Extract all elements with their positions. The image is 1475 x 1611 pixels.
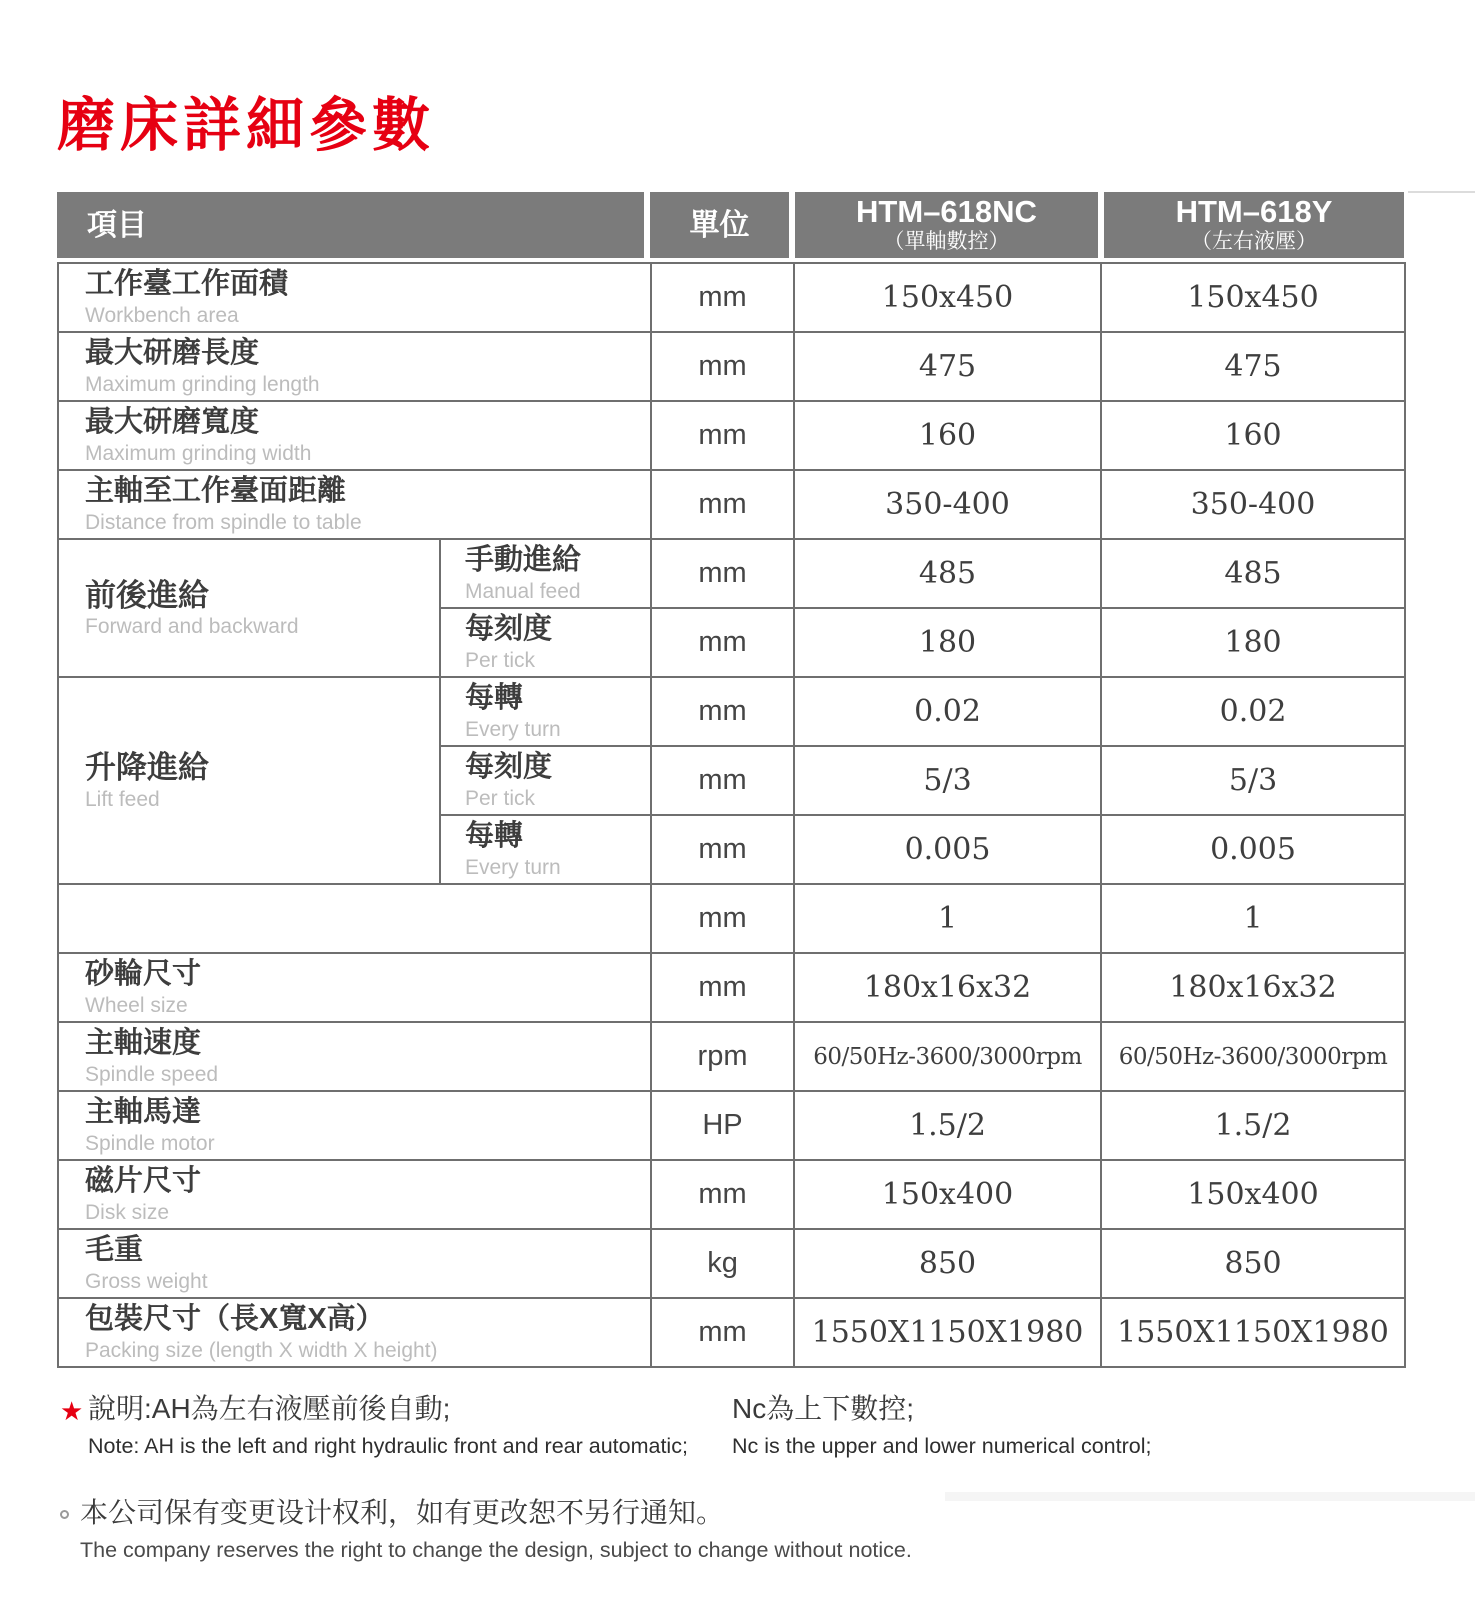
unit-cell: mm xyxy=(651,470,794,539)
row-label-cell xyxy=(58,953,651,1022)
group-label-en: Lift feed xyxy=(85,787,160,811)
sub-label-zh: 每刻度 xyxy=(465,613,553,646)
value-htm618nc: 485 xyxy=(794,539,1101,608)
table-row xyxy=(58,1160,1405,1229)
footnote-ah-zh: 說明:AH為左右液壓前後自動; xyxy=(88,1393,451,1424)
row-label-en: Wheel size xyxy=(85,993,188,1017)
unit-cell: mm xyxy=(651,1298,794,1367)
unit-cell: mm xyxy=(651,608,794,677)
header-cell-item xyxy=(57,192,644,258)
header-cell-unit xyxy=(650,192,789,258)
value-htm618y: 60/50Hz-3600/3000rpm xyxy=(1101,1022,1405,1091)
header-unit-label: 單位 xyxy=(689,208,750,242)
model1-subtitle: （單軸數控） xyxy=(883,230,1010,254)
value-htm618nc: 1550X1150X1980 xyxy=(794,1298,1101,1367)
table-row xyxy=(58,953,1405,1022)
value-htm618y: 850 xyxy=(1101,1229,1405,1298)
table-row xyxy=(58,1298,1405,1367)
row-label-zh: 包裝尺寸（長X寬X高） xyxy=(85,1303,385,1336)
value-htm618nc: 150x400 xyxy=(794,1160,1101,1229)
sub-label-en: Every turn xyxy=(465,855,561,879)
header-item-label: 項目 xyxy=(87,208,147,242)
sub-label-en: Every turn xyxy=(465,717,561,741)
group-label-lift-feed xyxy=(58,677,440,884)
row-label-cell xyxy=(58,1022,651,1091)
header-cell-model-htm618y xyxy=(1104,192,1404,258)
header-cell-model-htm618nc xyxy=(795,192,1098,258)
row-label-zh: 主軸至工作臺面距離 xyxy=(85,475,347,508)
unit-cell: kg xyxy=(651,1229,794,1298)
footnote-nc-zh: Nc為上下數控; xyxy=(732,1393,915,1424)
unit-cell: mm xyxy=(651,746,794,815)
unit-cell: mm xyxy=(651,815,794,884)
table-row xyxy=(58,539,1405,608)
table-row xyxy=(58,1022,1405,1091)
value-htm618nc: 850 xyxy=(794,1229,1101,1298)
sub-label-en: Per tick xyxy=(465,648,536,672)
sub-label-zh: 每轉 xyxy=(465,820,524,853)
unit-cell: mm xyxy=(651,953,794,1022)
group-label-forward-backward xyxy=(58,539,440,677)
row-label-cell xyxy=(58,401,651,470)
row-label-zh: 毛重 xyxy=(85,1234,144,1267)
sub-label-cell xyxy=(440,608,651,677)
model1-name: HTM–618NC xyxy=(856,193,1037,229)
unit-cell: rpm xyxy=(651,1022,794,1091)
value-htm618y: 160 xyxy=(1101,401,1405,470)
unit-cell: mm xyxy=(651,884,794,953)
sub-label-cell xyxy=(440,746,651,815)
value-htm618nc: 1 xyxy=(794,884,1101,953)
value-htm618nc: 0.005 xyxy=(794,815,1101,884)
sub-label-zh: 每轉 xyxy=(465,682,524,715)
decor-top-line xyxy=(1408,191,1475,193)
unit-cell: HP xyxy=(651,1091,794,1160)
sub-label-zh: 每刻度 xyxy=(465,751,553,784)
row-label-en: Packing size (length X width X height) xyxy=(85,1338,438,1362)
table-row xyxy=(58,677,1405,746)
group-label-zh: 前後進給 xyxy=(85,577,209,613)
row-label-cell xyxy=(58,1091,651,1160)
row-label-en: Maximum grinding length xyxy=(85,372,320,396)
footnote-disclaimer-en: The company reserves the right to change the design, subject to change without notice. xyxy=(80,1537,912,1562)
value-htm618y: 350-400 xyxy=(1101,470,1405,539)
row-label-cell xyxy=(58,1298,651,1367)
note-star-icon: ★ xyxy=(60,1396,84,1426)
group-label-zh: 升降進給 xyxy=(85,750,209,786)
table-row xyxy=(58,263,1405,332)
value-htm618nc: 350-400 xyxy=(794,470,1101,539)
footnote-disclaimer xyxy=(80,1496,912,1563)
value-htm618y: 0.005 xyxy=(1101,815,1405,884)
row-label-cell xyxy=(58,263,651,332)
value-htm618y: 485 xyxy=(1101,539,1405,608)
row-label-zh: 砂輪尺寸 xyxy=(85,958,202,991)
table-header-row xyxy=(57,192,1404,258)
row-label-en: Distance from spindle to table xyxy=(85,510,362,534)
table-row xyxy=(58,332,1405,401)
footnote-ah xyxy=(88,1392,688,1459)
unit-cell: mm xyxy=(651,677,794,746)
value-htm618nc: 0.02 xyxy=(794,677,1101,746)
value-htm618y: 1.5/2 xyxy=(1101,1091,1405,1160)
value-htm618nc: 180 xyxy=(794,608,1101,677)
value-htm618y: 180 xyxy=(1101,608,1405,677)
unit-cell: mm xyxy=(651,539,794,608)
value-htm618y: 150x450 xyxy=(1101,263,1405,332)
sub-label-zh: 手動進給 xyxy=(465,544,582,577)
value-htm618nc: 150x450 xyxy=(794,263,1101,332)
spec-table xyxy=(57,262,1406,1368)
value-htm618y: 150x400 xyxy=(1101,1160,1405,1229)
row-label-cell xyxy=(58,1229,651,1298)
value-htm618y: 0.02 xyxy=(1101,677,1405,746)
table-row xyxy=(58,884,1405,953)
decor-faint-band xyxy=(945,1492,1475,1501)
value-htm618y: 475 xyxy=(1101,332,1405,401)
row-label-zh: 磁片尺寸 xyxy=(85,1165,202,1198)
footnote-ah-en: Note: AH is the left and right hydraulic front and rear automatic; xyxy=(88,1433,688,1458)
row-label-en: Gross weight xyxy=(85,1269,208,1293)
value-htm618nc: 160 xyxy=(794,401,1101,470)
footnote-disclaimer-zh: 本公司保有变更设计权利，如有更改恕不另行通知。 xyxy=(80,1497,725,1528)
row-label-en: Spindle motor xyxy=(85,1131,215,1155)
row-label-cell-empty xyxy=(58,884,651,953)
row-label-cell xyxy=(58,470,651,539)
sub-label-cell xyxy=(440,815,651,884)
footnote-nc xyxy=(732,1392,1151,1459)
sub-label-cell xyxy=(440,539,651,608)
model2-subtitle: （左右液壓） xyxy=(1191,230,1317,254)
row-label-zh: 最大研磨寬度 xyxy=(85,406,260,439)
table-row xyxy=(58,401,1405,470)
unit-cell: mm xyxy=(651,263,794,332)
value-htm618nc: 1.5/2 xyxy=(794,1091,1101,1160)
table-row xyxy=(58,470,1405,539)
note-circle-icon xyxy=(60,1510,69,1519)
unit-cell: mm xyxy=(651,1160,794,1229)
row-label-zh: 最大研磨長度 xyxy=(85,337,260,370)
value-htm618y: 5/3 xyxy=(1101,746,1405,815)
sub-label-en: Manual feed xyxy=(465,579,581,603)
row-label-cell xyxy=(58,332,651,401)
row-label-en: Maximum grinding width xyxy=(85,441,312,465)
value-htm618y: 180x16x32 xyxy=(1101,953,1405,1022)
value-htm618y: 1550X1150X1980 xyxy=(1101,1298,1405,1367)
value-htm618nc: 60/50Hz-3600/3000rpm xyxy=(794,1022,1101,1091)
group-label-en: Forward and backward xyxy=(85,615,299,639)
value-htm618nc: 475 xyxy=(794,332,1101,401)
table-row xyxy=(58,1229,1405,1298)
row-label-en: Spindle speed xyxy=(85,1062,219,1086)
row-label-cell xyxy=(58,1160,651,1229)
sub-label-cell xyxy=(440,677,651,746)
value-htm618y: 1 xyxy=(1101,884,1405,953)
table-row xyxy=(58,1091,1405,1160)
unit-cell: mm xyxy=(651,332,794,401)
row-label-en: Workbench area xyxy=(85,303,239,327)
sub-label-en: Per tick xyxy=(465,786,536,810)
value-htm618nc: 5/3 xyxy=(794,746,1101,815)
page-title: 磨床詳細參數 xyxy=(57,93,436,158)
value-htm618nc: 180x16x32 xyxy=(794,953,1101,1022)
row-label-zh: 主軸馬達 xyxy=(85,1096,202,1129)
row-label-zh: 主軸速度 xyxy=(85,1027,202,1060)
model2-name: HTM–618Y xyxy=(1175,193,1333,229)
unit-cell: mm xyxy=(651,401,794,470)
row-label-zh: 工作臺工作面積 xyxy=(85,268,289,301)
row-label-en: Disk size xyxy=(85,1200,170,1224)
footnote-nc-en: Nc is the upper and lower numerical control; xyxy=(732,1433,1152,1458)
